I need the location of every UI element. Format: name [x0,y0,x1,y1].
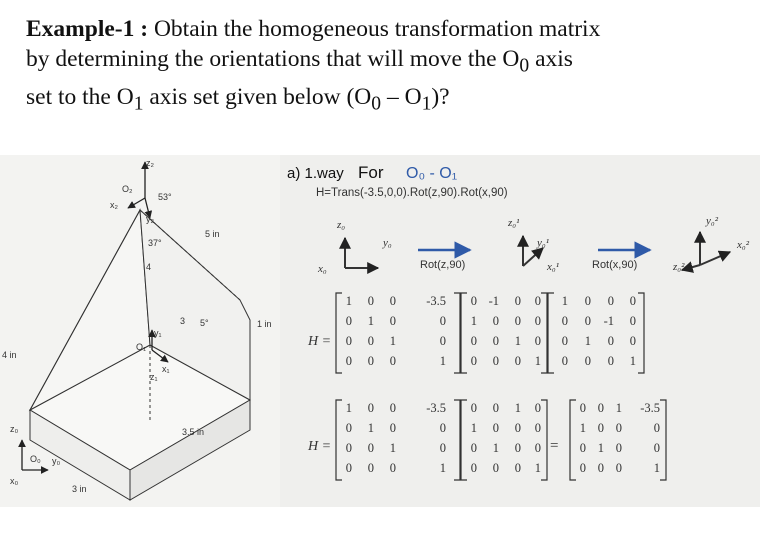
matrix-cell: 0 [579,441,586,455]
matrix-cell: 0 [345,461,352,475]
matrix-cell: -1 [603,314,614,328]
matrix-cell: 0 [615,441,622,455]
matrix-cell: 1 [389,334,396,348]
matrix-cell: 0 [514,441,521,455]
matrix-cell: 0 [389,314,396,328]
matrix-cell: 0 [470,401,477,415]
matrix-cell: -1 [488,294,499,308]
h-label-top: H = [308,334,332,349]
matrix-cell: 1 [492,441,499,455]
matrix-cell: -3.5 [640,401,660,415]
matrix-cell: 0 [492,314,499,328]
frame-b-x: x₀¹ [547,261,560,273]
example-label: Example-1 : [26,16,149,42]
matrix-cell: 0 [534,441,541,455]
matrix-cell: 0 [534,294,541,308]
matrix-cell: 0 [345,314,352,328]
matrix-cell: 0 [629,314,636,328]
matrix-cell: 1 [470,314,477,328]
label-y0: y₀ [52,456,61,466]
label-y1: y₁ [154,328,162,338]
matrix-cell: 1 [439,354,446,368]
matrix-cell: 1 [470,421,477,435]
matrix-cell: 0 [629,334,636,348]
frame-b-y: y₀¹ [537,237,550,249]
matrix-cell: 0 [584,294,591,308]
label-mark-5: 5° [200,318,209,328]
matrix-cell: 0 [561,354,568,368]
matrix-cell: 1 [345,294,352,308]
matrix-cell: 0 [579,401,586,415]
matrix-cell: 1 [345,401,352,415]
matrix-cell: 0 [470,441,477,455]
matrix-cell: 1 [389,441,396,455]
matrix-cell: 0 [345,354,352,368]
label-z0: z₀ [10,424,19,434]
matrix-cell: 0 [615,461,622,475]
label-o1: O₁ [136,342,147,352]
matrix-cell: 0 [389,401,396,415]
matrix-cell: 1 [629,354,636,368]
matrix-cell: 1 [561,294,568,308]
problem-line-3: set to the $O_1$ axis set given below $(O_0 - O_1)$? [26,83,450,115]
matrix-cell: 1 [514,334,521,348]
rot-z-label: Rot(z,90) [420,259,466,271]
label-o2: O₂ [122,184,133,194]
label-x0: x₀ [10,476,19,486]
matrix-cell: 0 [534,401,541,415]
label-mark-4: 4 [146,262,152,272]
matrix-cell: 0 [470,294,477,308]
handwritten-title: O₀ - O₁ [406,165,458,182]
matrix-cell: 0 [389,461,396,475]
frame-c-z: z₀² [673,261,685,273]
matrix-cell: 0 [492,421,499,435]
label-z1: z₁ [150,372,158,382]
for-text: For [358,163,384,182]
matrix-cell: 0 [345,421,352,435]
matrix-cell: 0 [439,441,446,455]
matrix-cell: 0 [534,421,541,435]
matrix-cell: 0 [470,354,477,368]
label-mark-3: 3 [180,316,186,326]
matrix-cell: 0 [584,354,591,368]
matrix-cell: 0 [514,461,521,475]
matrix-cell: 0 [470,461,477,475]
frame-a-y: y₀ [383,237,392,249]
label-angle-37: 37° [148,238,162,248]
matrix-cell: 0 [514,421,521,435]
matrix-cell: 1 [584,334,591,348]
matrix-cell: 0 [367,401,374,415]
matrix-cell: 0 [579,461,586,475]
matrix-cell: 0 [534,314,541,328]
frame-c-y: y₀² [706,215,719,227]
matrix-cell: 0 [607,334,614,348]
matrix-cell: 0 [367,441,374,455]
matrix-cell: 0 [439,314,446,328]
matrix-cell: 0 [492,334,499,348]
matrix-cell: 0 [367,354,374,368]
label-o0: O₀ [30,454,41,464]
matrix-cell: 0 [514,354,521,368]
heading-label: a) 1.way [287,165,344,182]
matrix-cell: 0 [514,294,521,308]
matrix-cell: 1 [367,314,374,328]
problem-line-1: Example-1 : Obtain the homogeneous transformation matrix [26,16,601,42]
label-z2: z₂ [146,158,154,168]
matrix-cell: 0 [389,354,396,368]
matrix-cell: 0 [653,441,660,455]
label-x1: x₁ [162,364,170,374]
equals-sign: = [550,438,559,454]
matrix-cell: 0 [439,334,446,348]
matrix-cell: 0 [615,421,622,435]
matrix-cell: 0 [389,421,396,435]
matrix-cell: 1 [534,461,541,475]
matrix-cell: 0 [607,354,614,368]
matrix-cell: 0 [389,294,396,308]
matrix-cell: 0 [597,401,604,415]
rot-x-label: Rot(x,90) [592,259,638,271]
matrix-cell: 0 [367,461,374,475]
matrix-cell: 0 [345,334,352,348]
dim-1in: 1 in [257,319,272,329]
frame-c-x: x₀² [737,239,750,251]
matrix-cell: 0 [629,294,636,308]
matrix-cell: 1 [653,461,660,475]
dim-3in: 3 in [72,484,87,494]
matrix-cell: 0 [345,441,352,455]
dim-4in: 4 in [2,350,17,360]
matrix-cell: 0 [470,334,477,348]
dim-3-5in: 3.5 in [182,427,205,437]
matrix-cell: 0 [514,314,521,328]
label-angle-53: 53° [158,192,172,202]
label-x2: x₂ [110,200,118,210]
matrix-cell: 0 [439,421,446,435]
matrix-cell: 1 [514,401,521,415]
frame-a-z: z₀ [337,219,346,231]
dim-5in: 5 in [205,229,220,239]
matrix-cell: 0 [607,294,614,308]
label-y2: y₂ [146,214,154,224]
matrix-cell: 1 [579,421,586,435]
matrix-cell: 0 [597,461,604,475]
matrix-cell: 0 [534,334,541,348]
problem-statement [26,14,726,119]
matrix-cell: 0 [492,461,499,475]
matrix-cell: 0 [597,421,604,435]
matrix-cell: 1 [597,441,604,455]
matrix-cell: 0 [561,334,568,348]
matrix-cell: 0 [584,314,591,328]
matrix-cell: 0 [367,334,374,348]
frame-a-x: x₀ [318,263,327,275]
h-label-bottom: H = [308,439,332,454]
transform-formula: H=Trans(-3.5,0,0).Rot(z,90).Rot(x,90) [316,187,508,199]
matrix-cell: 1 [439,461,446,475]
matrix-cell: 1 [534,354,541,368]
matrix-cell: -3.5 [426,401,446,415]
matrix-cell: 1 [367,421,374,435]
matrix-cell: 1 [615,401,622,415]
matrix-cell: 0 [561,314,568,328]
matrix-cell: 0 [492,354,499,368]
worked-solution-figure [0,155,760,507]
matrix-cell: -3.5 [426,294,446,308]
matrix-cell: 0 [367,294,374,308]
frame-b-z: z₀¹ [508,217,520,229]
matrix-cell: 0 [653,421,660,435]
problem-line-2: by determining the orientations that will move the $O_0$ axis [26,46,573,77]
matrix-cell: 0 [492,401,499,415]
